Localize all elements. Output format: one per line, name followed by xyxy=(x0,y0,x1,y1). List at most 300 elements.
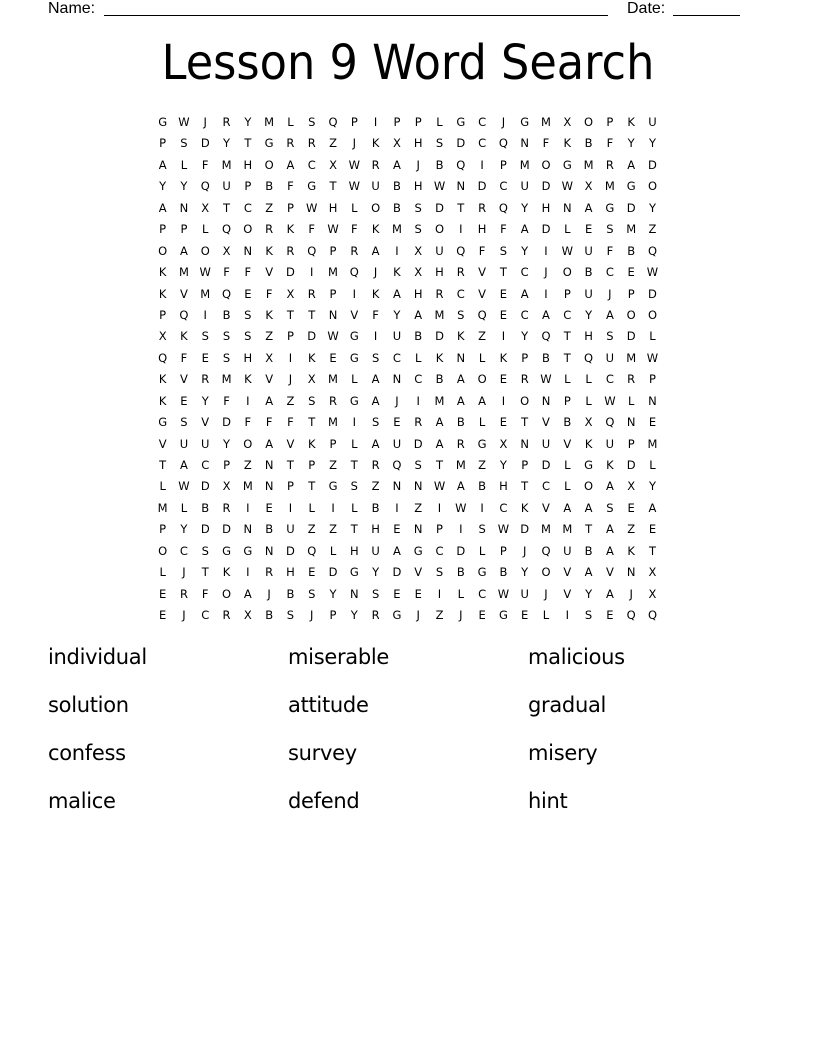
grid-cell[interactable]: A xyxy=(542,307,550,322)
grid-cell[interactable]: N xyxy=(541,393,551,408)
grid-cell[interactable]: J xyxy=(373,265,378,280)
grid-cell[interactable]: J xyxy=(544,265,548,280)
grid-cell[interactable]: S xyxy=(414,200,422,215)
grid-cell[interactable]: R xyxy=(286,136,295,151)
grid-cell[interactable]: E xyxy=(393,586,401,601)
grid-cell[interactable]: A xyxy=(605,543,614,558)
grid-cell[interactable]: U xyxy=(179,436,189,451)
grid-cell[interactable]: I xyxy=(395,500,399,515)
grid-cell[interactable]: E xyxy=(393,522,401,537)
grid-cell[interactable]: X xyxy=(222,243,231,258)
grid-cell[interactable]: F xyxy=(287,179,294,194)
grid-cell[interactable]: V xyxy=(180,286,188,301)
grid-cell[interactable]: R xyxy=(307,286,316,301)
grid-cell[interactable]: X xyxy=(584,415,593,430)
grid-cell[interactable]: T xyxy=(286,307,294,322)
grid-cell[interactable]: F xyxy=(500,222,507,237)
grid-cell[interactable]: V xyxy=(180,372,188,387)
grid-cell[interactable]: Q xyxy=(179,307,189,322)
grid-cell[interactable]: D xyxy=(456,136,466,151)
grid-cell[interactable]: X xyxy=(265,350,274,365)
grid-cell[interactable]: L xyxy=(351,372,358,387)
grid-cell[interactable]: O xyxy=(626,307,636,322)
grid-cell[interactable]: R xyxy=(627,372,636,387)
name-blank-line[interactable] xyxy=(104,15,608,16)
grid-cell[interactable]: R xyxy=(329,393,338,408)
grid-cell[interactable]: N xyxy=(392,372,402,387)
grid-cell[interactable]: S xyxy=(606,222,614,237)
grid-cell[interactable]: I xyxy=(437,500,442,515)
grid-cell[interactable]: C xyxy=(499,179,508,194)
grid-cell[interactable]: S xyxy=(371,350,380,365)
grid-cell[interactable]: E xyxy=(648,522,657,537)
grid-cell[interactable]: I xyxy=(480,500,484,515)
grid-cell[interactable]: F xyxy=(351,222,358,237)
grid-cell[interactable]: M xyxy=(157,500,168,515)
grid-cell[interactable]: B xyxy=(371,500,380,515)
grid-cell[interactable]: T xyxy=(457,200,465,215)
grid-cell[interactable]: Q xyxy=(307,543,317,558)
grid-cell[interactable]: I xyxy=(480,157,484,172)
grid-cell[interactable]: A xyxy=(180,243,188,258)
grid-cell[interactable]: S xyxy=(414,222,422,237)
grid-cell[interactable]: G xyxy=(264,136,274,151)
grid-cell[interactable]: E xyxy=(499,415,508,430)
grid-cell[interactable]: E xyxy=(308,565,316,580)
grid-cell[interactable]: V xyxy=(265,265,274,280)
grid-cell[interactable]: G xyxy=(243,543,253,558)
grid-cell[interactable]: S xyxy=(606,329,614,344)
grid-cell[interactable]: Q xyxy=(158,350,168,365)
grid-cell[interactable]: K xyxy=(158,286,167,301)
grid-cell[interactable]: Y xyxy=(648,200,656,215)
grid-cell[interactable]: P xyxy=(563,393,571,408)
grid-cell[interactable]: B xyxy=(584,265,593,280)
grid-cell[interactable]: D xyxy=(392,565,402,580)
grid-cell[interactable]: K xyxy=(371,222,380,237)
grid-cell[interactable]: I xyxy=(331,500,335,515)
grid-cell[interactable]: M xyxy=(200,286,211,301)
grid-cell[interactable]: L xyxy=(287,115,294,129)
grid-cell[interactable]: R xyxy=(201,372,210,387)
grid-cell[interactable]: X xyxy=(648,565,657,580)
grid-cell[interactable]: W xyxy=(348,179,360,194)
grid-cell[interactable]: F xyxy=(265,286,273,301)
grid-cell[interactable]: P xyxy=(499,157,507,172)
grid-cell[interactable]: D xyxy=(200,136,210,151)
grid-cell[interactable]: R xyxy=(414,415,423,430)
grid-cell[interactable]: L xyxy=(564,458,571,472)
grid-cell[interactable]: Z xyxy=(265,329,274,344)
grid-cell[interactable]: A xyxy=(520,286,529,301)
grid-cell[interactable]: G xyxy=(562,157,572,172)
grid-cell[interactable]: I xyxy=(459,222,463,237)
grid-cell[interactable]: Y xyxy=(244,115,252,129)
grid-cell[interactable]: J xyxy=(608,286,612,301)
grid-cell[interactable]: E xyxy=(414,586,422,601)
grid-cell[interactable]: K xyxy=(435,350,444,365)
grid-cell[interactable]: C xyxy=(520,265,529,280)
grid-cell[interactable]: J xyxy=(395,393,399,408)
grid-cell[interactable]: N xyxy=(456,350,466,365)
grid-cell[interactable]: E xyxy=(584,222,593,237)
grid-cell[interactable]: A xyxy=(392,543,401,558)
grid-cell[interactable]: Q xyxy=(456,157,466,172)
grid-cell[interactable]: U xyxy=(286,522,295,537)
grid-cell[interactable]: N xyxy=(520,136,529,151)
grid-cell[interactable]: W xyxy=(604,393,616,408)
grid-cell[interactable]: P xyxy=(350,115,358,129)
grid-cell[interactable]: N xyxy=(350,586,359,601)
grid-cell[interactable]: U xyxy=(222,179,231,194)
grid-cell[interactable]: Z xyxy=(478,329,487,344)
grid-cell[interactable]: A xyxy=(371,372,380,387)
grid-cell[interactable]: M xyxy=(647,436,658,451)
grid-cell[interactable]: L xyxy=(415,350,422,365)
grid-cell[interactable]: R xyxy=(222,500,231,515)
grid-cell[interactable]: G xyxy=(605,200,615,215)
grid-cell[interactable]: Q xyxy=(307,243,317,258)
grid-cell[interactable]: G xyxy=(413,543,423,558)
grid-cell[interactable]: Y xyxy=(159,179,167,194)
grid-cell[interactable]: N xyxy=(264,543,274,558)
grid-cell[interactable]: I xyxy=(352,286,357,301)
grid-cell[interactable]: C xyxy=(392,350,401,365)
grid-cell[interactable]: R xyxy=(286,243,295,258)
grid-cell[interactable]: F xyxy=(542,136,550,151)
grid-cell[interactable]: F xyxy=(223,265,230,280)
grid-cell[interactable]: E xyxy=(393,415,401,430)
grid-cell[interactable]: L xyxy=(542,608,550,623)
grid-cell[interactable]: D xyxy=(477,179,487,194)
grid-cell[interactable]: I xyxy=(246,393,250,408)
grid-cell[interactable]: I xyxy=(373,115,378,129)
grid-cell[interactable]: A xyxy=(520,222,529,237)
grid-cell[interactable]: G xyxy=(456,115,466,129)
grid-cell[interactable]: P xyxy=(606,115,614,129)
grid-cell[interactable]: N xyxy=(562,200,572,215)
grid-cell[interactable]: E xyxy=(478,608,486,623)
grid-cell[interactable]: P xyxy=(159,222,167,237)
grid-cell[interactable]: Y xyxy=(521,565,529,580)
grid-cell[interactable]: X xyxy=(201,200,210,215)
grid-cell[interactable]: G xyxy=(349,329,359,344)
grid-cell[interactable]: V xyxy=(605,565,614,580)
grid-cell[interactable]: V xyxy=(286,436,295,451)
grid-cell[interactable]: H xyxy=(499,479,508,494)
grid-cell[interactable]: U xyxy=(435,243,444,258)
grid-cell[interactable]: P xyxy=(308,458,316,472)
grid-cell[interactable]: Z xyxy=(307,522,316,537)
grid-cell[interactable]: U xyxy=(392,436,402,451)
grid-cell[interactable]: Q xyxy=(541,329,551,344)
grid-cell[interactable]: N xyxy=(243,243,253,258)
grid-cell[interactable]: X xyxy=(329,157,337,172)
grid-cell[interactable]: U xyxy=(392,329,402,344)
grid-cell[interactable]: P xyxy=(159,136,167,151)
grid-cell[interactable]: V xyxy=(350,307,359,322)
grid-cell[interactable]: P xyxy=(521,350,529,365)
grid-cell[interactable]: E xyxy=(159,608,167,623)
grid-cell[interactable]: I xyxy=(395,243,399,258)
grid-cell[interactable]: A xyxy=(158,200,167,215)
grid-cell[interactable]: J xyxy=(416,157,420,172)
grid-cell[interactable]: L xyxy=(159,565,166,580)
grid-cell[interactable]: L xyxy=(351,200,358,215)
grid-cell[interactable]: W xyxy=(561,179,573,194)
grid-cell[interactable]: F xyxy=(308,222,316,237)
grid-cell[interactable]: D xyxy=(435,200,444,215)
grid-cell[interactable]: D xyxy=(328,565,338,580)
grid-cell[interactable]: X xyxy=(584,179,593,194)
grid-cell[interactable]: A xyxy=(648,500,657,515)
grid-cell[interactable]: J xyxy=(310,608,314,623)
grid-cell[interactable]: U xyxy=(520,586,529,601)
grid-cell[interactable]: H xyxy=(435,265,444,280)
grid-cell[interactable]: Y xyxy=(393,307,401,322)
grid-cell[interactable]: V xyxy=(478,286,487,301)
grid-cell[interactable]: B xyxy=(392,200,401,215)
grid-cell[interactable]: V xyxy=(201,415,210,430)
grid-cell[interactable]: U xyxy=(584,286,593,301)
grid-cell[interactable]: J xyxy=(522,543,527,558)
grid-cell[interactable]: W xyxy=(178,115,190,129)
grid-cell[interactable]: U xyxy=(563,543,572,558)
grid-cell[interactable]: G xyxy=(498,608,508,623)
grid-cell[interactable]: O xyxy=(477,372,487,387)
grid-cell[interactable]: S xyxy=(584,608,593,623)
grid-cell[interactable]: U xyxy=(520,179,529,194)
grid-cell[interactable]: R xyxy=(222,608,231,623)
grid-cell[interactable]: M xyxy=(221,372,232,387)
grid-cell[interactable]: X xyxy=(392,136,401,151)
grid-cell[interactable]: V xyxy=(563,565,572,580)
grid-cell[interactable]: L xyxy=(585,372,592,387)
grid-cell[interactable]: S xyxy=(606,500,614,515)
grid-cell[interactable]: C xyxy=(307,157,316,172)
grid-cell[interactable]: C xyxy=(478,136,487,151)
grid-cell[interactable]: T xyxy=(286,458,294,472)
grid-cell[interactable]: R xyxy=(179,586,188,601)
grid-cell[interactable]: A xyxy=(371,436,380,451)
grid-cell[interactable]: D xyxy=(413,436,423,451)
grid-cell[interactable]: X xyxy=(414,265,423,280)
grid-cell[interactable]: D xyxy=(648,157,657,172)
grid-cell[interactable]: W xyxy=(199,265,211,280)
grid-cell[interactable]: H xyxy=(328,200,338,215)
grid-cell[interactable]: E xyxy=(499,286,508,301)
grid-cell[interactable]: W xyxy=(455,500,467,515)
grid-cell[interactable]: B xyxy=(392,179,401,194)
grid-cell[interactable]: M xyxy=(455,458,466,472)
grid-cell[interactable]: A xyxy=(584,500,593,515)
grid-cell[interactable]: R xyxy=(265,565,274,580)
grid-cell[interactable]: M xyxy=(434,393,445,408)
grid-cell[interactable]: O xyxy=(264,157,274,172)
grid-cell[interactable]: Y xyxy=(585,307,593,322)
date-blank-line[interactable] xyxy=(673,15,740,16)
grid-cell[interactable]: Z xyxy=(478,458,487,472)
grid-cell[interactable]: O xyxy=(647,307,657,322)
grid-cell[interactable]: F xyxy=(372,307,379,322)
grid-cell[interactable]: S xyxy=(371,586,380,601)
grid-cell[interactable]: N xyxy=(626,565,636,580)
grid-cell[interactable]: P xyxy=(244,179,252,194)
grid-cell[interactable]: I xyxy=(416,393,420,408)
grid-cell[interactable]: S xyxy=(308,393,316,408)
grid-cell[interactable]: W xyxy=(178,479,190,494)
grid-cell[interactable]: G xyxy=(584,458,594,472)
grid-cell[interactable]: H xyxy=(477,222,487,237)
grid-cell[interactable]: W xyxy=(306,200,318,215)
grid-cell[interactable]: S xyxy=(180,136,188,151)
grid-cell[interactable]: T xyxy=(563,350,571,365)
grid-cell[interactable]: T xyxy=(585,522,593,537)
grid-cell[interactable]: L xyxy=(478,543,486,558)
grid-cell[interactable]: N xyxy=(520,436,529,451)
grid-cell[interactable]: K xyxy=(627,543,635,558)
grid-cell[interactable]: U xyxy=(371,179,380,194)
grid-cell[interactable]: O xyxy=(243,436,253,451)
grid-cell[interactable]: C xyxy=(563,307,572,322)
grid-cell[interactable]: T xyxy=(308,479,316,494)
grid-cell[interactable]: E xyxy=(648,415,657,430)
grid-cell[interactable]: Y xyxy=(180,522,188,537)
grid-cell[interactable]: A xyxy=(478,393,487,408)
grid-cell[interactable]: G xyxy=(349,565,359,580)
grid-cell[interactable]: B xyxy=(499,565,508,580)
grid-cell[interactable]: M xyxy=(264,115,275,129)
grid-cell[interactable]: G xyxy=(328,479,338,494)
grid-cell[interactable]: Z xyxy=(329,458,337,472)
grid-cell[interactable]: O xyxy=(243,222,253,237)
grid-cell[interactable]: K xyxy=(180,329,188,344)
grid-cell[interactable]: V xyxy=(542,415,550,430)
grid-cell[interactable]: H xyxy=(371,522,380,537)
grid-cell[interactable]: G xyxy=(349,350,359,365)
grid-cell[interactable]: U xyxy=(371,543,380,558)
grid-cell[interactable]: S xyxy=(478,522,486,537)
grid-cell[interactable]: R xyxy=(371,608,380,623)
grid-cell[interactable]: F xyxy=(265,415,273,430)
grid-cell[interactable]: I xyxy=(544,286,548,301)
grid-cell[interactable]: L xyxy=(649,329,656,344)
grid-cell[interactable]: B xyxy=(627,243,636,258)
grid-cell[interactable]: R xyxy=(265,222,274,237)
grid-cell[interactable]: L xyxy=(564,372,571,387)
grid-cell[interactable]: B xyxy=(584,543,593,558)
grid-cell[interactable]: W xyxy=(348,157,360,172)
grid-cell[interactable]: J xyxy=(352,136,357,151)
grid-cell[interactable]: R xyxy=(350,243,359,258)
grid-cell[interactable]: A xyxy=(286,157,295,172)
grid-cell[interactable]: H xyxy=(584,329,593,344)
grid-cell[interactable]: L xyxy=(585,393,592,408)
grid-cell[interactable]: Z xyxy=(243,458,252,472)
grid-cell[interactable]: B xyxy=(456,415,465,430)
grid-cell[interactable]: G xyxy=(222,543,231,558)
grid-cell[interactable]: G xyxy=(307,179,317,194)
grid-cell[interactable]: L xyxy=(457,586,465,601)
grid-cell[interactable]: X xyxy=(627,479,636,494)
grid-cell[interactable]: M xyxy=(328,372,338,387)
grid-cell[interactable]: P xyxy=(329,436,337,451)
grid-cell[interactable]: Q xyxy=(328,115,338,129)
grid-cell[interactable]: K xyxy=(158,265,167,280)
grid-cell[interactable]: G xyxy=(626,179,636,194)
grid-cell[interactable]: T xyxy=(223,200,231,215)
grid-cell[interactable]: K xyxy=(158,393,167,408)
grid-cell[interactable]: A xyxy=(627,157,636,172)
grid-cell[interactable]: A xyxy=(392,286,401,301)
grid-cell[interactable]: A xyxy=(605,522,614,537)
grid-cell[interactable]: P xyxy=(180,222,188,237)
grid-cell[interactable]: L xyxy=(202,222,209,237)
grid-cell[interactable]: R xyxy=(478,200,487,215)
grid-cell[interactable]: W xyxy=(433,179,446,194)
grid-cell[interactable]: T xyxy=(499,265,507,280)
grid-cell[interactable]: G xyxy=(477,436,487,451)
grid-cell[interactable]: P xyxy=(563,286,571,301)
grid-cell[interactable]: U xyxy=(605,350,615,365)
grid-cell[interactable]: N xyxy=(179,200,189,215)
grid-cell[interactable]: U xyxy=(541,436,551,451)
grid-cell[interactable]: G xyxy=(392,608,402,623)
grid-cell[interactable]: L xyxy=(351,436,358,451)
grid-cell[interactable]: P xyxy=(627,286,635,301)
grid-cell[interactable]: A xyxy=(435,415,444,430)
grid-cell[interactable]: S xyxy=(350,479,358,494)
grid-cell[interactable]: J xyxy=(203,115,207,129)
grid-cell[interactable]: T xyxy=(563,329,571,344)
grid-cell[interactable]: M xyxy=(626,350,637,365)
grid-cell[interactable]: Q xyxy=(222,286,232,301)
grid-cell[interactable]: L xyxy=(180,500,188,515)
grid-cell[interactable]: W xyxy=(327,222,339,237)
grid-cell[interactable]: P xyxy=(393,115,401,129)
grid-cell[interactable]: M xyxy=(328,415,338,430)
grid-cell[interactable]: X xyxy=(158,329,167,344)
grid-cell[interactable]: I xyxy=(288,350,293,365)
grid-cell[interactable]: Y xyxy=(521,329,529,344)
grid-cell[interactable]: C xyxy=(179,543,188,558)
grid-cell[interactable]: R xyxy=(371,157,380,172)
grid-cell[interactable]: B xyxy=(265,522,274,537)
grid-cell[interactable]: P xyxy=(521,458,529,472)
grid-cell[interactable]: A xyxy=(584,565,593,580)
grid-cell[interactable]: I xyxy=(459,522,463,537)
grid-cell[interactable]: M xyxy=(391,222,402,237)
grid-cell[interactable]: D xyxy=(456,543,466,558)
grid-cell[interactable]: B xyxy=(584,136,593,151)
grid-cell[interactable]: Q xyxy=(541,543,551,558)
grid-cell[interactable]: X xyxy=(307,372,316,387)
grid-cell[interactable]: B xyxy=(265,608,274,623)
grid-cell[interactable]: I xyxy=(544,243,548,258)
grid-cell[interactable]: Y xyxy=(372,565,380,580)
grid-cell[interactable]: H xyxy=(541,200,551,215)
grid-cell[interactable]: P xyxy=(159,522,167,537)
grid-cell[interactable]: L xyxy=(159,479,166,494)
grid-cell[interactable]: G xyxy=(477,565,487,580)
grid-cell[interactable]: T xyxy=(329,179,337,194)
grid-cell[interactable]: H xyxy=(286,565,295,580)
grid-cell[interactable]: Z xyxy=(371,479,380,494)
grid-cell[interactable]: K xyxy=(244,372,252,387)
grid-cell[interactable]: C xyxy=(541,479,550,494)
grid-cell[interactable]: I xyxy=(501,393,506,408)
grid-cell[interactable]: L xyxy=(180,157,188,172)
